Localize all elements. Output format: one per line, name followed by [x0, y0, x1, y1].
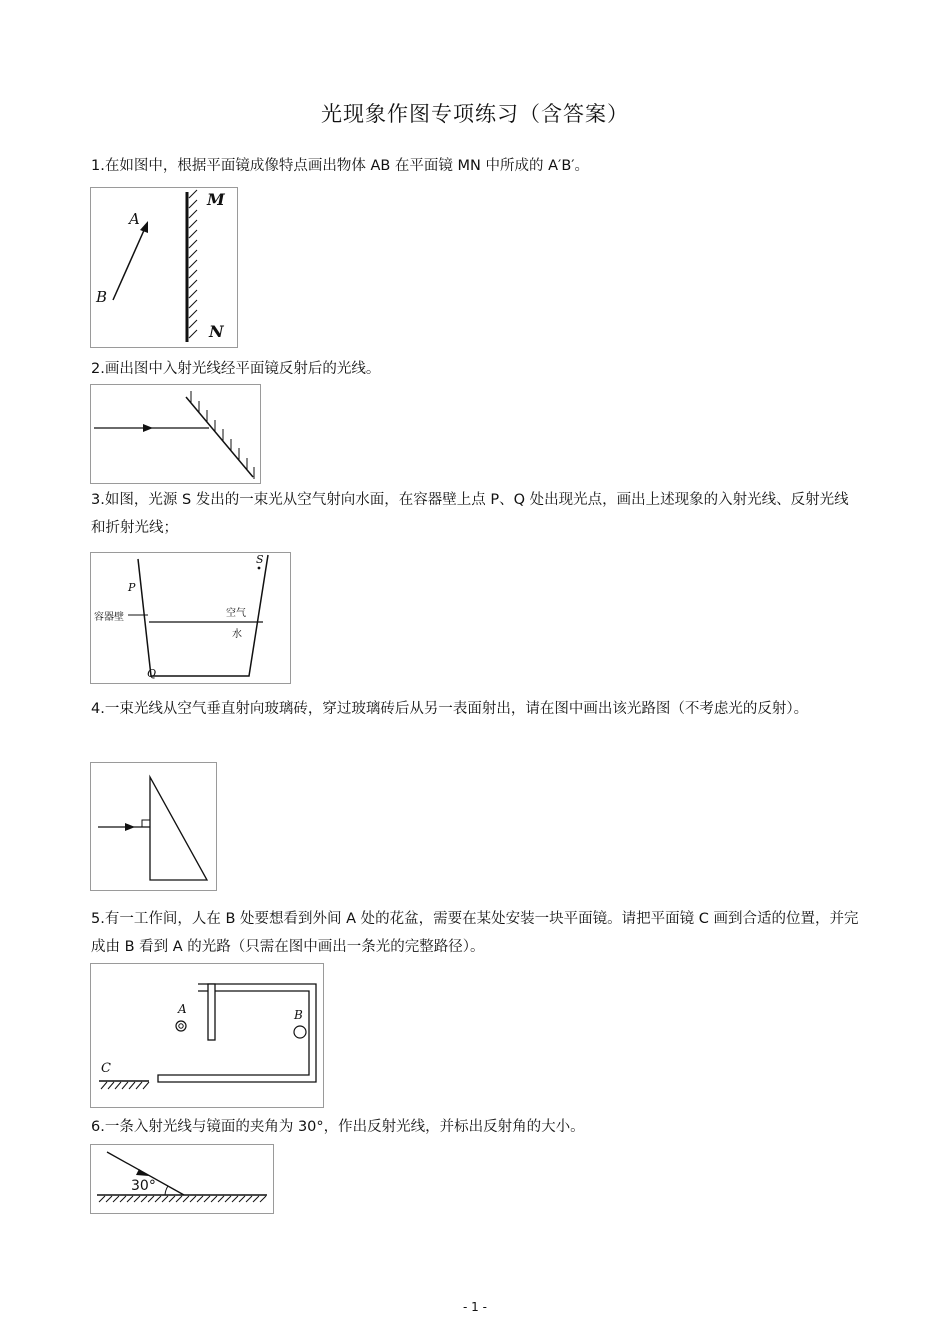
question-text: 一束光线从空气垂直射向玻璃砖，穿过玻璃砖后从另一表面射出，请在图中画出该光路图（不考虑光的反射）。	[104, 701, 809, 717]
question-text: 一条入射光线与镜面的夹角为 30°，作出反射光线，并标出反射角的大小。	[104, 1119, 585, 1135]
label-s: S	[256, 553, 264, 566]
figure-plane-mirror-ab	[90, 187, 238, 348]
label-b: B	[294, 1008, 303, 1022]
question-number: 4.	[91, 701, 105, 717]
question-5	[91, 905, 861, 961]
page-number: - 1 -	[463, 1300, 487, 1314]
label-n: N	[209, 322, 224, 341]
question-number: 5.	[91, 911, 105, 927]
angle-label: 30°	[131, 1178, 156, 1194]
question-2	[91, 355, 861, 383]
question-text: 画出图中入射光线经平面镜反射后的光线。	[104, 361, 381, 377]
question-number: 3.	[91, 492, 105, 508]
page-title: 光现象作图专项练习（含答案）	[321, 102, 629, 126]
label-b: B	[96, 288, 108, 306]
label-c: C	[101, 1061, 111, 1076]
question-number: 2.	[91, 361, 105, 377]
label-p: P	[128, 581, 136, 594]
figure-5-drawing	[91, 964, 323, 1107]
figure-6-drawing	[91, 1145, 273, 1213]
question-4	[91, 695, 861, 723]
label-q: Q	[147, 667, 157, 680]
question-3	[91, 486, 861, 542]
question-number: 1.	[91, 158, 105, 174]
question-number: 6.	[91, 1119, 105, 1135]
question-text: 在如图中，根据平面镜成像特点画出物体 AB 在平面镜 MN 中所成的 A′B′。	[104, 158, 590, 174]
label-container-wall: 容器壁	[94, 612, 124, 623]
label-m: M	[207, 190, 225, 209]
figure-incident-angle	[90, 1144, 274, 1214]
figure-glass-prism	[90, 762, 217, 891]
label-air: 空气	[226, 608, 246, 619]
question-6	[91, 1113, 861, 1141]
question-1	[91, 152, 861, 180]
figure-2-drawing	[91, 385, 260, 483]
label-water: 水	[232, 629, 242, 640]
question-text: 有一工作间，人在 B 处要想看到外间 A 处的花盆，需要在某处安装一块平面镜。请把平面镜 C 画到合适的位置，并完成由 B 看到 A 的光路（只需在图中画出一条光的完整路径）。	[91, 911, 859, 955]
question-text: 如图，光源 S 发出的一束光从空气射向水面，在容器壁上点 P、Q 处出现光点，画出上述现象的入射光线、反射光线和折射光线；	[91, 492, 849, 536]
label-a: A	[178, 1002, 187, 1016]
figure-container-water	[90, 552, 291, 684]
figure-4-drawing	[91, 763, 216, 890]
figure-workshop-room	[90, 963, 324, 1108]
label-a: A	[129, 210, 140, 228]
figure-reflection-mirror	[90, 384, 261, 484]
